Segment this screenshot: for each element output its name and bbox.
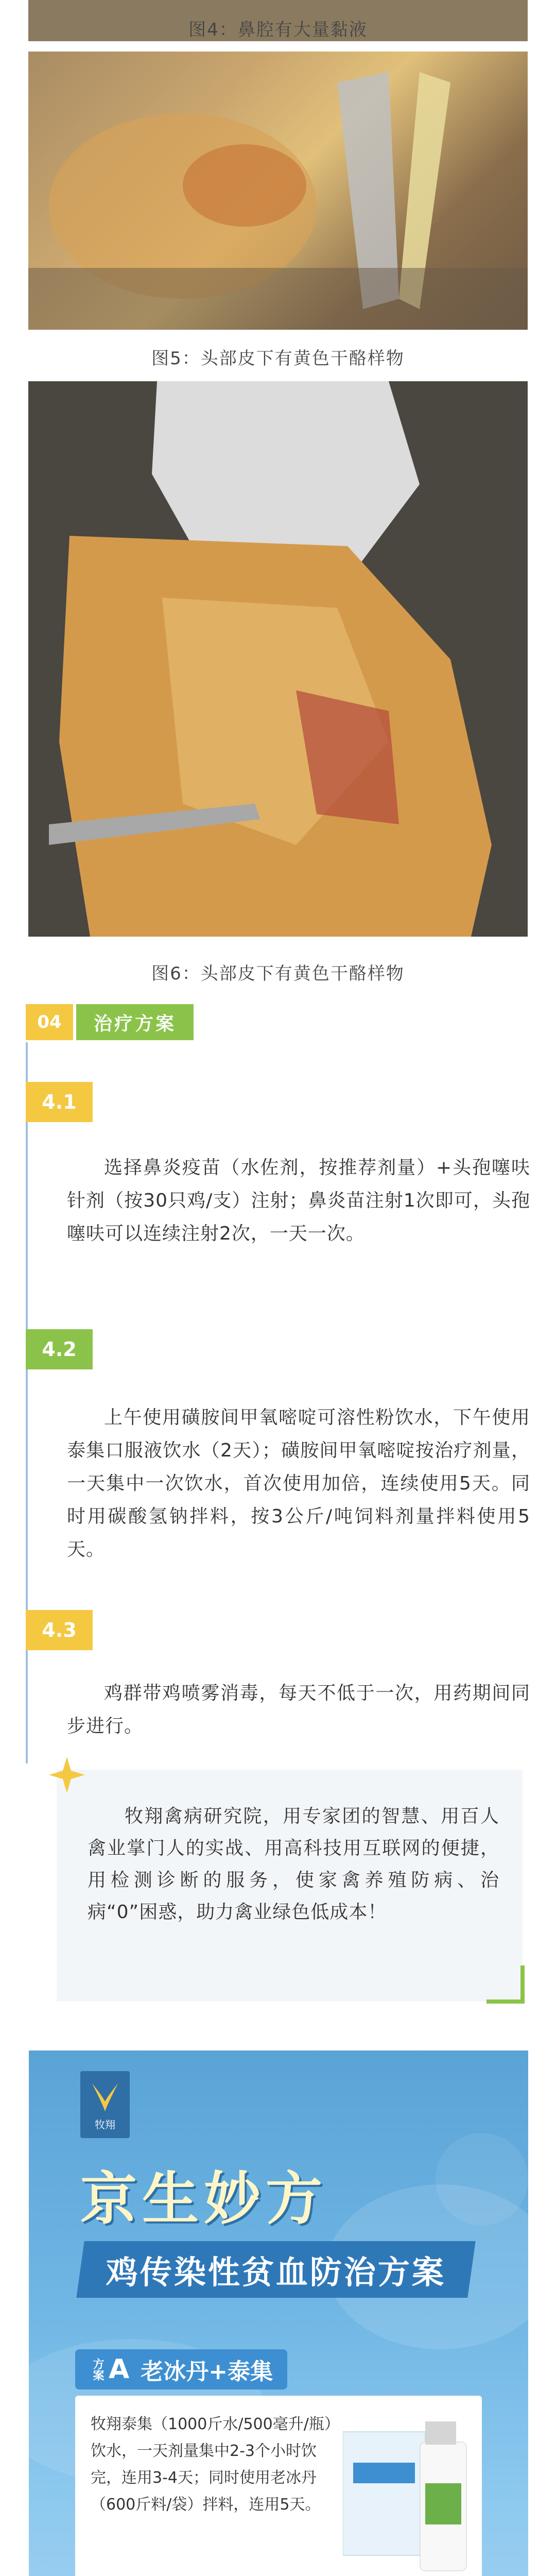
step-id: 4.2 bbox=[42, 1338, 77, 1361]
institute-quote-text: 牧翔禽病研究院，用专家团的智慧、用百人禽业掌门人的实战、用高科技用互联网的便捷，用检测诊断的服务，使家禽养殖防病、治病“0”困惑，助力禽业绿色低成本！ bbox=[88, 1806, 499, 1923]
poster-subtitle-bar bbox=[76, 2241, 475, 2298]
figure-5-caption: 图5：头部皮下有黄色干酪样物 bbox=[151, 348, 405, 369]
step-badge-4-3 bbox=[26, 1610, 93, 1650]
figure-5-image bbox=[28, 381, 528, 937]
brand-logo bbox=[80, 2071, 130, 2138]
corner-bracket-icon bbox=[486, 1965, 528, 2007]
section-divider-line bbox=[26, 1042, 28, 1764]
step-id: 4.1 bbox=[42, 1091, 77, 1113]
promo-poster bbox=[29, 2050, 528, 2576]
step-badge-4-2 bbox=[26, 1329, 93, 1369]
plan-letter: A bbox=[109, 2354, 130, 2385]
plan-name: 老冰丹+泰集 bbox=[141, 2359, 273, 2385]
sparkle-icon bbox=[46, 1754, 88, 1795]
figure-4-image bbox=[28, 52, 528, 330]
plan-prefix: 方案 bbox=[91, 2358, 104, 2381]
step-id: 4.3 bbox=[42, 1619, 77, 1641]
brand-logo-text: 牧翔 bbox=[95, 2118, 115, 2131]
plan-a-label bbox=[75, 2349, 287, 2389]
section-title: 治疗方案 bbox=[76, 1004, 194, 1040]
plan-a-text: 牧翔泰集（1000斤水/500毫升/瓶）饮水，一天剂量集中2-3个小时饮完，连用3-4天；同时使用老冰丹（600斤料/袋）拌料，连用5天。 bbox=[91, 2415, 332, 2514]
plan-a-box bbox=[75, 2396, 482, 2576]
poster-headline: 京生妙方 bbox=[80, 2166, 327, 2232]
section-header bbox=[26, 1002, 194, 1042]
institute-quote-box bbox=[57, 1770, 523, 2002]
figure-4-caption: 图4：鼻腔有大量黏液 bbox=[188, 20, 368, 40]
step-badge-4-1 bbox=[26, 1082, 93, 1122]
step-text-4-2: 上午使用磺胺间甲氧嘧啶可溶性粉饮水，下午使用泰集口服液饮水（2天）；磺胺间甲氧嘧啶按治疗剂量，一天集中一次饮水，首次使用加倍，连续使用5天。同时用碳酸氢钠拌料，按3公斤/吨饲料剂量拌料使用5天。 bbox=[67, 1407, 530, 1560]
step-text-4-1: 选择鼻炎疫苗（水佐剂，按推荐剂量）+头孢噻呋针剂（按30只鸡/支）注射；鼻炎苗注射1次即可，头孢噻呋可以连续注射2次，一天一次。 bbox=[67, 1157, 530, 1244]
step-text-4-3: 鸡群带鸡喷雾消毒，每天不低于一次，用药期间同步进行。 bbox=[67, 1683, 530, 1737]
wing-logo-icon bbox=[87, 2078, 123, 2114]
nasal-photo-illustration bbox=[28, 52, 528, 330]
product-box-image bbox=[343, 2411, 472, 2576]
poster-subtitle: 鸡传染性贫血防治方案 bbox=[106, 2253, 446, 2291]
head-photo-illustration bbox=[28, 381, 528, 937]
figure-6-caption: 图6：头部皮下有黄色干酪样物 bbox=[151, 963, 405, 984]
section-number: 04 bbox=[26, 1004, 73, 1040]
